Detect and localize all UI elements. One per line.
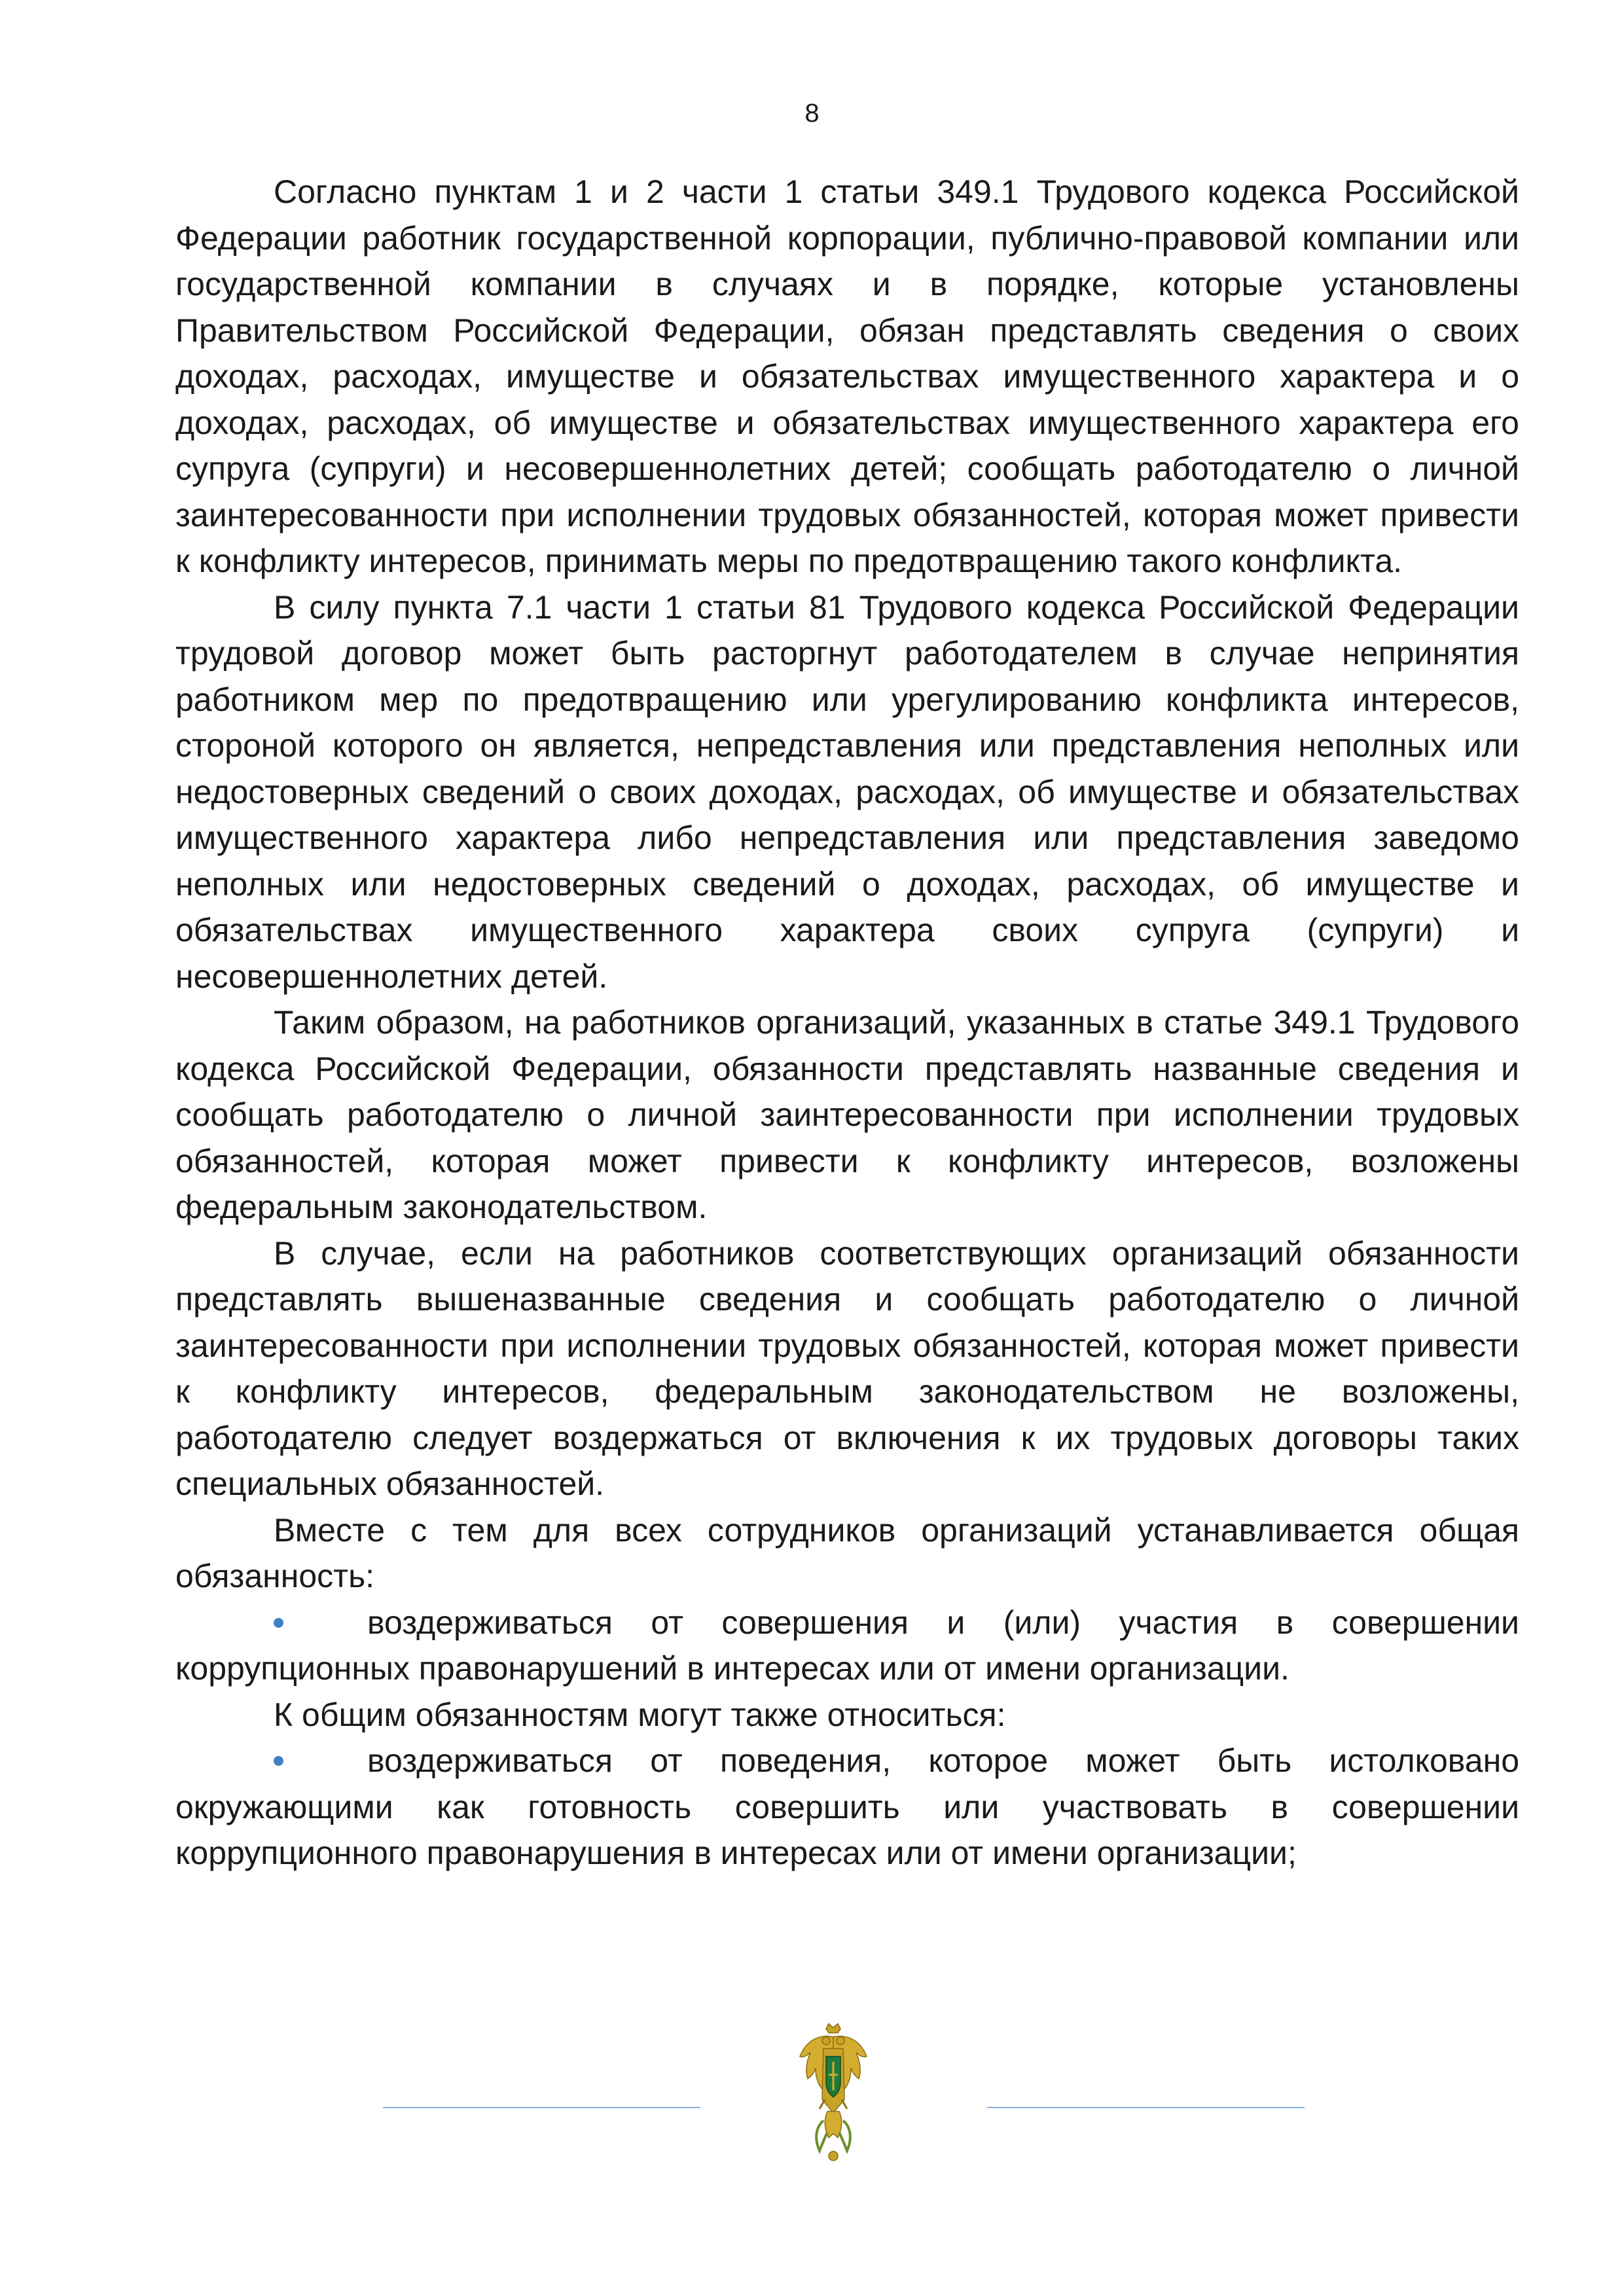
list-item-text: воздерживаться от поведения, которое может быть истолковано окружающими как готовность совершить или участвовать в совершении коррупционного правонарушения в интересах или от имени организации; — [175, 1742, 1519, 1871]
document-body — [175, 169, 1519, 1876]
footer-divider-right — [987, 2107, 1305, 2108]
prosecutor-emblem-icon — [797, 2022, 869, 2164]
page-number: 8 — [804, 99, 820, 128]
bullet-icon — [274, 1756, 283, 1766]
paragraph-not-imposed: В случае, если на работников соответствующих организаций обязанности представлять вышеназванные сведения и сообщать работодателю о личной заинтересованности при исполнении трудовых обязанностей, которая может привести к конфликту интересов, федеральным законодательством не возложены, работодателю следует воздержаться от включения к их трудовых договоры таких специальных обязанностей. — [175, 1234, 1519, 1502]
list-item-general-duty — [175, 1600, 1519, 1692]
paragraph-art-349-1: Согласно пунктам 1 и 2 части 1 статьи 349.1 Трудового кодекса Российской Федерации работник государственной корпорации, публично-правовой компании или государственной компании в случаях и в порядке, которые установлены Правительством Российской Федерации, обязан представлять сведения о своих доходах, расходах, имуществе и обязательствах имущественного характера и о доходах, расходах, об имуществе и обязательствах имущественного характера его супруга (супруги) и несовершеннолетних детей; сообщать работодателю о личной заинтересованности при исполнении трудовых обязанностей, которая может привести к конфликту интересов, принимать меры по предотвращению такого конфликта. — [175, 173, 1519, 579]
footer-divider-left — [383, 2107, 700, 2108]
paragraph-art-81: В силу пункта 7.1 части 1 статьи 81 Трудового кодекса Российской Федерации трудовой договор может быть расторгнут работодателем в случае непринятия работником мер по предотвращению или урегулированию конфликта интересов, стороной которого он является, непредставления или представления неполных или недостоверных сведений о своих доходах, расходах, об имуществе и обязательствах имущественного характера либо непредставления или представления заведомо неполных или недостоверных сведений о доходах, расходах, об имуществе и обязательствах имущественного характера своих супруга (супруги) и несовершеннолетних детей. — [175, 588, 1519, 995]
paragraph-other-duties-intro: К общим обязанностям могут также относиться: — [274, 1696, 1006, 1733]
bullet-icon — [274, 1618, 283, 1628]
paragraph-general-duty-intro: Вместе с тем для всех сотрудников организаций устанавливается общая обязанность: — [175, 1511, 1519, 1594]
paragraph-conclusion: Таким образом, на работников организаций, указанных в статье 349.1 Трудового кодекса Российской Федерации, обязанности представлять названные сведения и сообщать работодателю о личной заинтересованности при исполнении трудовых обязанностей, которая может привести к конфликту интересов, возложены федеральным законодательством. — [175, 1004, 1519, 1225]
list-item-text: воздерживаться от совершения и (или) участия в совершении коррупционных правонарушений в интересах или от имени организации. — [175, 1604, 1519, 1687]
list-item-other-duty — [175, 1738, 1519, 1876]
